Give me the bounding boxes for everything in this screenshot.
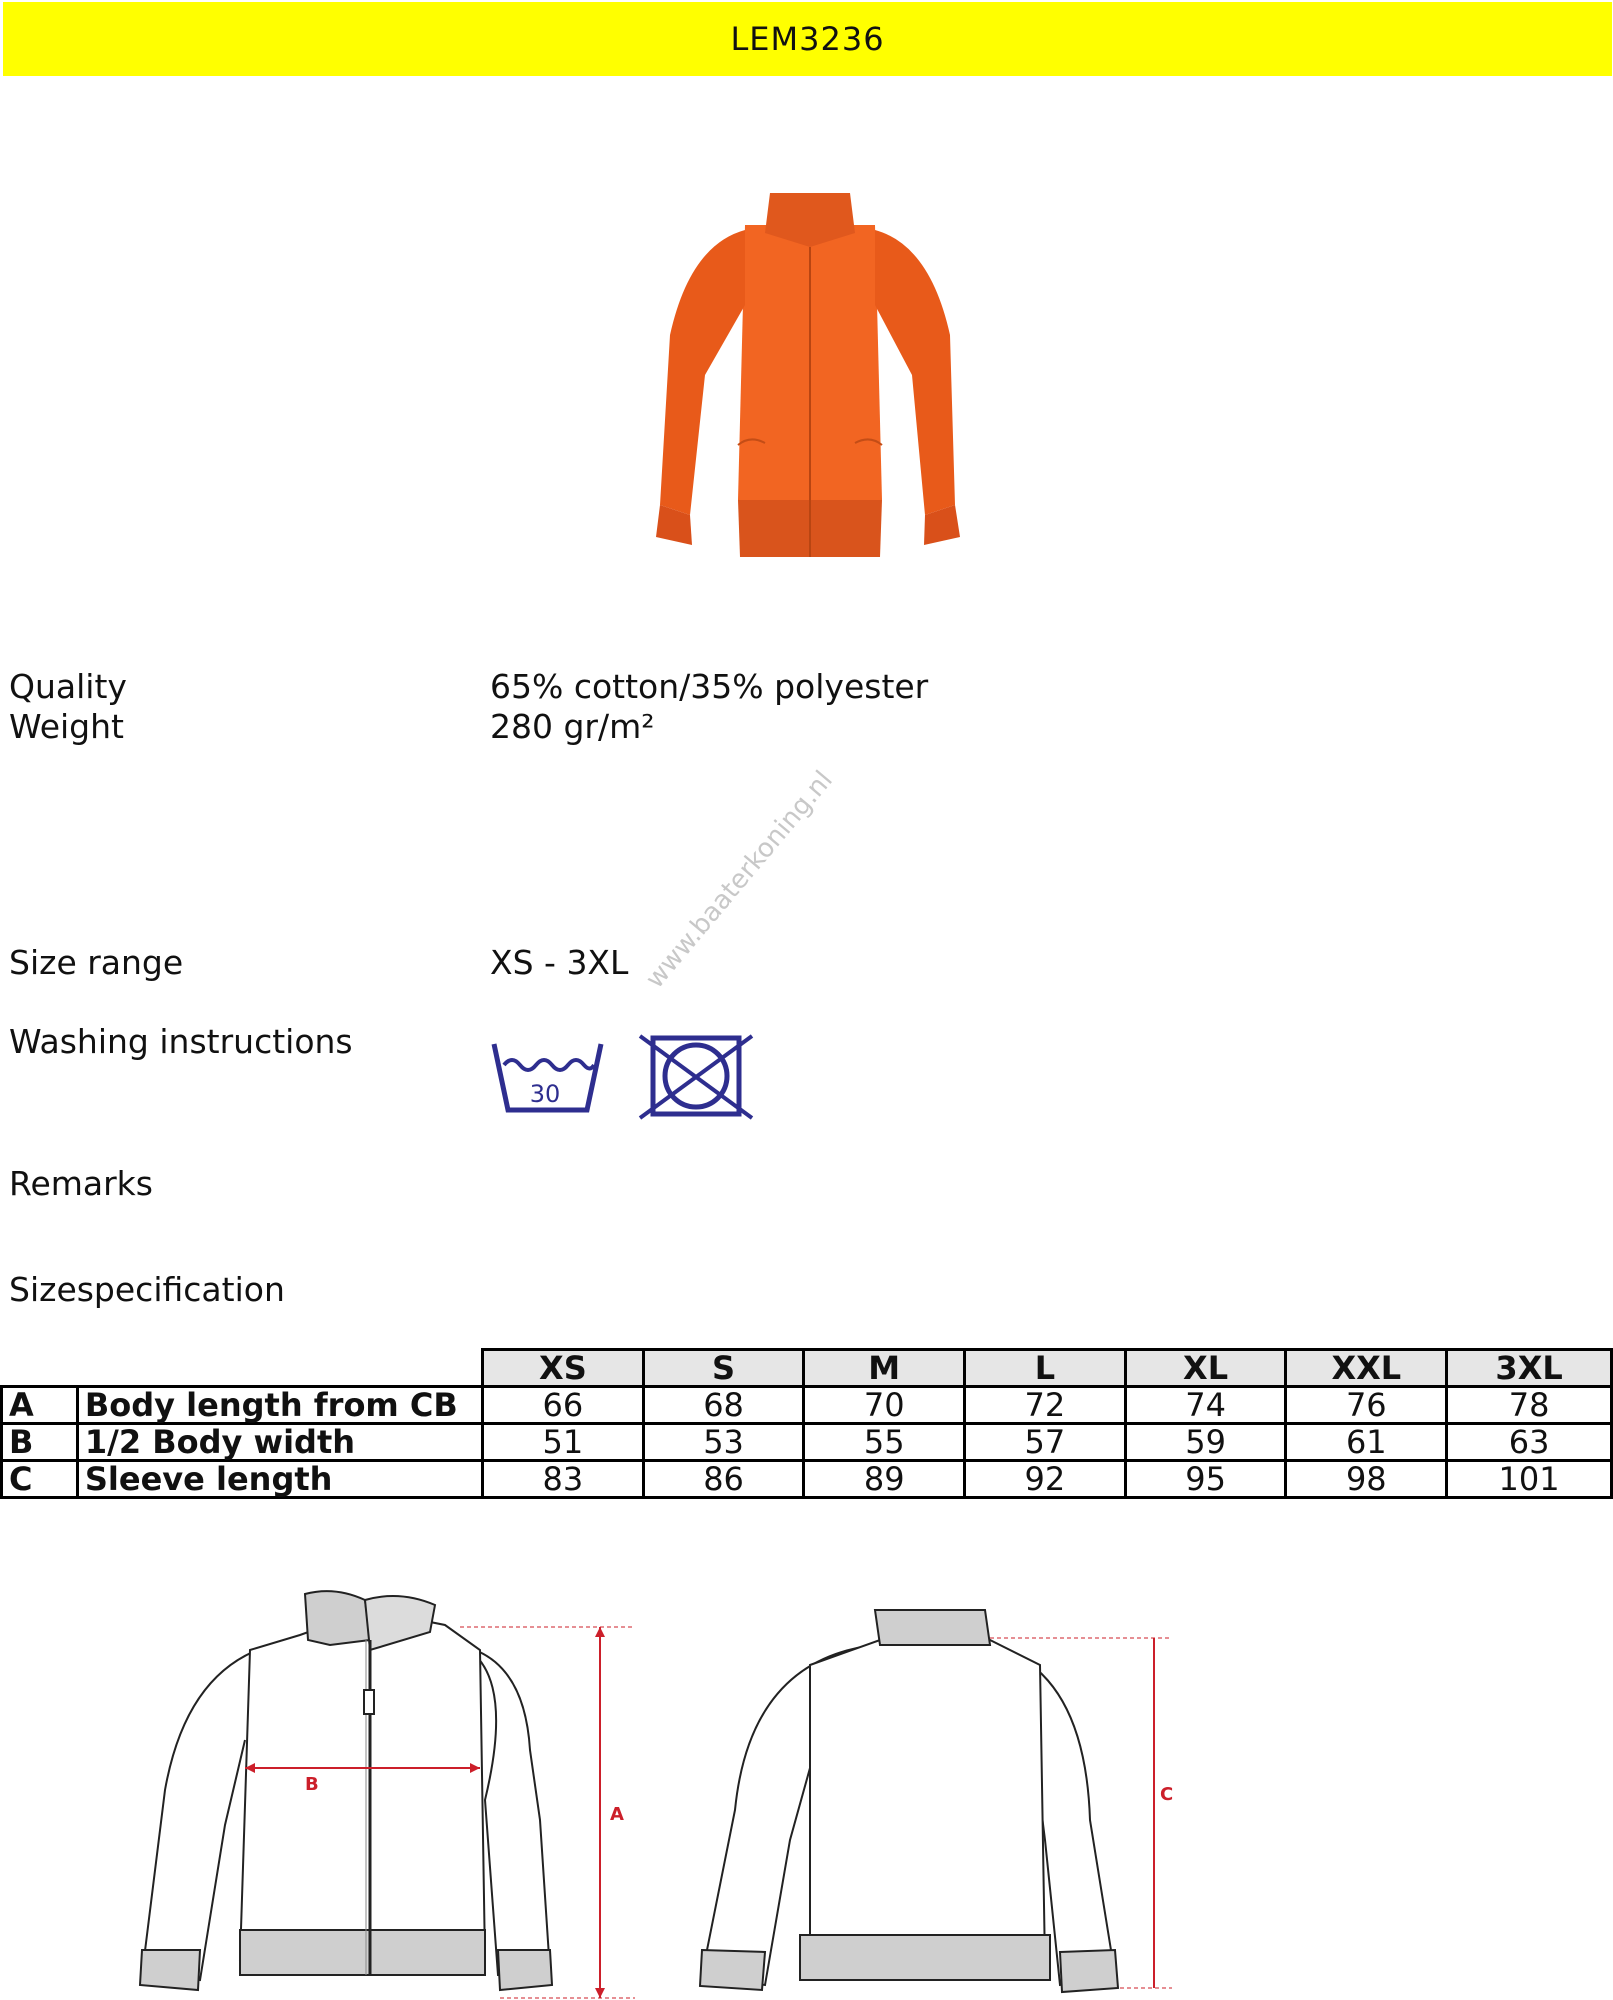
weight-value: 280 gr/m² [490, 707, 655, 746]
table-cell: 89 [804, 1461, 965, 1498]
size-header-3xl: 3XL [1447, 1350, 1612, 1387]
front-technical-drawing [130, 1580, 650, 2000]
table-cell: 92 [965, 1461, 1126, 1498]
size-spec-table [0, 1348, 1613, 1499]
measure-letter: B [2, 1424, 78, 1461]
jacket-photo [650, 185, 970, 560]
size-header-xs: XS [483, 1350, 644, 1387]
wash-30-icon [490, 1040, 605, 1115]
back-technical-drawing [690, 1590, 1200, 2000]
no-tumble-dry-icon [636, 1030, 756, 1120]
table-row [2, 1424, 1612, 1461]
weight-label: Weight [9, 707, 124, 746]
table-row [2, 1461, 1612, 1498]
table-cell: 53 [643, 1424, 804, 1461]
size-header-row [2, 1350, 1612, 1387]
dimension-b-label: B [305, 1774, 319, 1795]
table-cell: 78 [1447, 1387, 1612, 1424]
quality-label: Quality [9, 667, 127, 706]
dimension-c-label: C [1160, 1784, 1174, 1805]
size-range-value: XS - 3XL [490, 943, 629, 982]
table-cell: 59 [1125, 1424, 1286, 1461]
washing-instructions-label: Washing instructions [9, 1022, 353, 1061]
size-header-xl: XL [1125, 1350, 1286, 1387]
table-cell: 68 [643, 1387, 804, 1424]
table-cell: 86 [643, 1461, 804, 1498]
sizespecification-label: Sizespecification [9, 1270, 285, 1309]
measure-name: Body length from CB [77, 1387, 482, 1424]
measure-letter: C [2, 1461, 78, 1498]
wash-temp: 30 [529, 1080, 561, 1108]
table-cell: 98 [1286, 1461, 1447, 1498]
table-cell: 83 [483, 1461, 644, 1498]
table-cell: 66 [483, 1387, 644, 1424]
size-header-m: M [804, 1350, 965, 1387]
measure-name: Sleeve length [77, 1461, 482, 1498]
size-header-s: S [643, 1350, 804, 1387]
size-header-l: L [965, 1350, 1126, 1387]
table-cell: 55 [804, 1424, 965, 1461]
table-cell: 61 [1286, 1424, 1447, 1461]
measure-letter: A [2, 1387, 78, 1424]
table-cell: 101 [1447, 1461, 1612, 1498]
table-cell: 95 [1125, 1461, 1286, 1498]
quality-value: 65% cotton/35% polyester [490, 667, 929, 706]
table-cell: 70 [804, 1387, 965, 1424]
remarks-label: Remarks [9, 1164, 153, 1203]
size-header-xxl: XXL [1286, 1350, 1447, 1387]
table-row [2, 1387, 1612, 1424]
table-cell: 72 [965, 1387, 1126, 1424]
table-cell: 51 [483, 1424, 644, 1461]
table-cell: 76 [1286, 1387, 1447, 1424]
table-cell: 57 [965, 1424, 1126, 1461]
product-code: LEM3236 [730, 20, 885, 58]
watermark: www.baaterkoning.nl [640, 765, 839, 995]
dimension-a-label: A [610, 1804, 624, 1825]
product-code-header [3, 2, 1612, 76]
size-range-label: Size range [9, 943, 184, 982]
measure-name: 1/2 Body width [77, 1424, 482, 1461]
table-cell: 63 [1447, 1424, 1612, 1461]
table-cell: 74 [1125, 1387, 1286, 1424]
